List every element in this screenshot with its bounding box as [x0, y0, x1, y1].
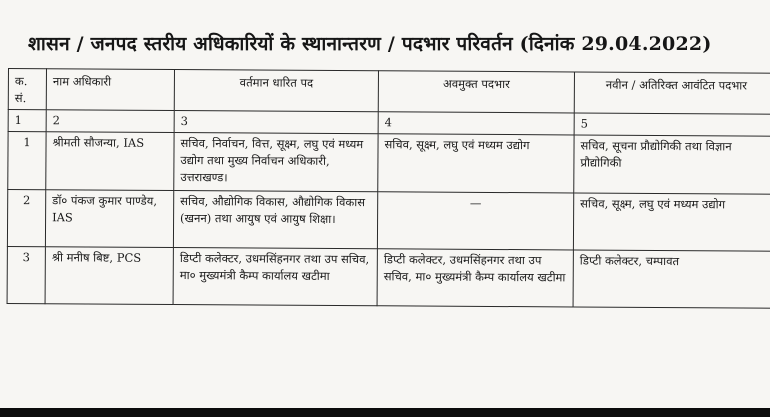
current-post: सचिव, औद्योगिक विकास, औद्योगिक विकास (खनन) तथा आयुष एवं आयुष शिक्षा।: [173, 191, 377, 249]
row-sno: 2: [7, 190, 45, 247]
column-number: 5: [574, 113, 770, 136]
row-sno: 1: [8, 132, 46, 190]
officer-name: श्री मनीष बिष्ट, PCS: [45, 247, 173, 305]
header-relieved-post: अवमुक्त पदभार: [378, 71, 574, 113]
header-name: नाम अधिकारी: [46, 69, 174, 111]
new-post: डिप्टी कलेक्टर, चम्पावत: [573, 250, 770, 308]
current-post: डिप्टी कलेक्टर, उधमसिंहनगर तथा उप सचिव, मा० मुख्यमंत्री कैम्प कार्यालय खटीमा: [173, 248, 377, 306]
table-header-row: [8, 69, 770, 115]
table-row: [7, 190, 770, 252]
new-post: सचिव, सूक्ष्म, लघु एवं मध्यम उद्योग: [573, 193, 770, 251]
relieved-post: सचिव, सूक्ष्म, लघु एवं मध्यम उद्योग: [378, 134, 574, 193]
row-sno: 3: [7, 246, 45, 303]
officer-name: डॉ० पंकज कुमार पाण्डेय, IAS: [45, 190, 173, 248]
table-row: [7, 246, 770, 308]
transfer-table: [7, 68, 770, 309]
header-current-post: वर्तमान धारित पद: [174, 70, 378, 112]
header-sno: क. सं.: [8, 69, 46, 110]
bottom-edge-bar: [0, 408, 770, 417]
header-new-post: नवीन / अतिरिक्त आवंटित पदभार: [574, 72, 770, 114]
document-title: शासन / जनपद स्तरीय अधिकारियों के स्थानान्तरण / पदभार परिवर्तन (दिनांक 29.04.2022): [28, 33, 712, 55]
relieved-post: डिप्टी कलेक्टर, उधमसिंहनगर तथा उप सचिव, मा० मुख्यमंत्री कैम्प कार्यालय खटीमा: [377, 249, 573, 307]
table-row: [8, 132, 770, 195]
column-number: 1: [8, 110, 46, 132]
column-number: 2: [46, 110, 174, 133]
new-post: सचिव, सूचना प्रौद्योगिकी तथा विज्ञान प्रौद्योगिकी: [574, 135, 770, 194]
column-number: 4: [378, 112, 574, 135]
officer-name: श्रीमती सौजन्या, IAS: [46, 132, 174, 191]
column-number: 3: [174, 111, 378, 134]
current-post: सचिव, निर्वाचन, वित्त, सूक्ष्म, लघु एवं मध्यम उद्योग तथा मुख्य निर्वाचन अधिकारी, उत्तराखण्ड।: [174, 133, 378, 192]
relieved-post: —: [377, 192, 573, 250]
